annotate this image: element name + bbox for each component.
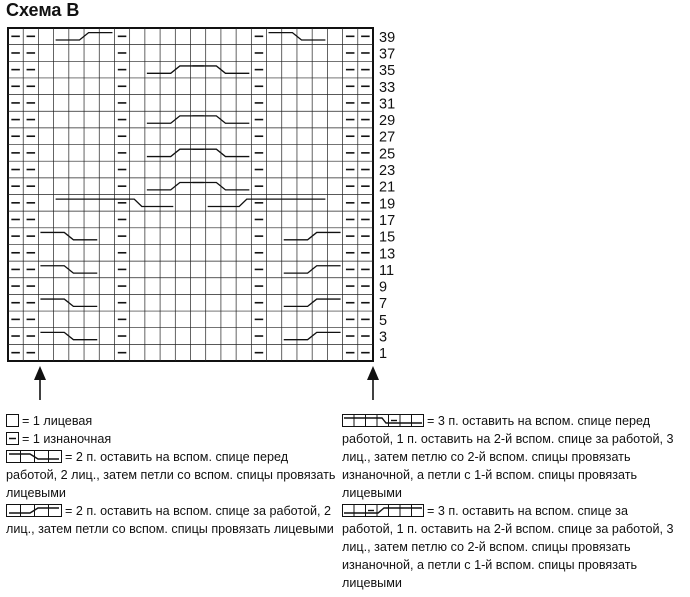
legend-cable-back-3-1-text: = 3 п. оставить на вспом. спице за работой, 1 п. оставить на 2-й вспом. спице за работой, 3 лиц., затем петлю со 2-й вспом. спицы провязать изнаночной, а петли с 1-й вспом. спицы провязать лицевыми <box>342 504 674 590</box>
row-number-label: 37 <box>379 46 396 63</box>
row-number-label: 7 <box>379 296 388 313</box>
purl-symbol-icon <box>6 432 19 445</box>
legend-cable-front-2-text: = 2 п. оставить на вспом. спице перед работой, 2 лиц., затем петли со вспом. спицы провязать лицевыми <box>6 450 336 500</box>
chart-grid <box>8 28 373 361</box>
legend-cable-front-3-1-text: = 3 п. оставить на вспом. спице перед работой, 1 п. оставить на 2-й вспом. спице за работой, 3 лиц., затем петлю со 2-й вспом. спицы провязать изнаночной, а петли с 1-й вспом. спицы провязать лицевыми <box>342 414 674 500</box>
row-number-label: 11 <box>379 262 395 279</box>
row-number-label: 23 <box>379 163 396 180</box>
legend-cable-back-2-text: = 2 п. оставить на вспом. спице за работой, 2 лиц., затем петли со вспом. спицы провязать лицевыми <box>6 504 334 536</box>
row-number-label: 29 <box>379 113 396 130</box>
row-number-label: 25 <box>379 146 396 163</box>
legend-item-purl <box>6 430 336 448</box>
row-number-label: 17 <box>379 212 396 229</box>
cable-3-1-front-icon <box>342 414 424 427</box>
row-number-label: 9 <box>379 279 388 296</box>
legend-purl-text: = 1 изнаночная <box>22 432 112 446</box>
row-number-column <box>379 30 395 362</box>
row-number-label: 13 <box>379 246 396 263</box>
row-number-label: 3 <box>379 329 388 346</box>
row-number-label: 5 <box>379 312 388 329</box>
row-number-label: 15 <box>379 229 396 246</box>
row-number-label: 19 <box>379 196 396 213</box>
legend-right <box>342 412 682 592</box>
legend-item-cable-back-3-1 <box>342 502 682 592</box>
legend-item-knit <box>6 412 336 430</box>
row-number-label: 39 <box>379 29 396 46</box>
knit-symbol-icon <box>6 414 19 427</box>
row-number-label: 31 <box>379 96 396 113</box>
legend-item-cable-front-2 <box>6 448 336 502</box>
row-number-label: 21 <box>379 179 396 196</box>
cable-2-over-2-back-icon <box>6 504 62 517</box>
legend-knit-text: = 1 лицевая <box>22 414 93 428</box>
row-number-label: 35 <box>379 63 396 80</box>
start-arrow-left <box>34 366 46 400</box>
start-arrow-right <box>367 366 379 400</box>
cable-2-over-2-front-icon <box>6 450 62 463</box>
row-number-label: 27 <box>379 129 396 146</box>
row-number-label: 1 <box>379 346 388 363</box>
legend-item-cable-front-3-1 <box>342 412 682 502</box>
legend-left <box>6 412 336 538</box>
chart-title: Схема В <box>6 0 80 20</box>
cable-3-1-back-icon <box>342 504 424 517</box>
legend-item-cable-back-2 <box>6 502 336 538</box>
row-number-label: 33 <box>379 79 396 96</box>
